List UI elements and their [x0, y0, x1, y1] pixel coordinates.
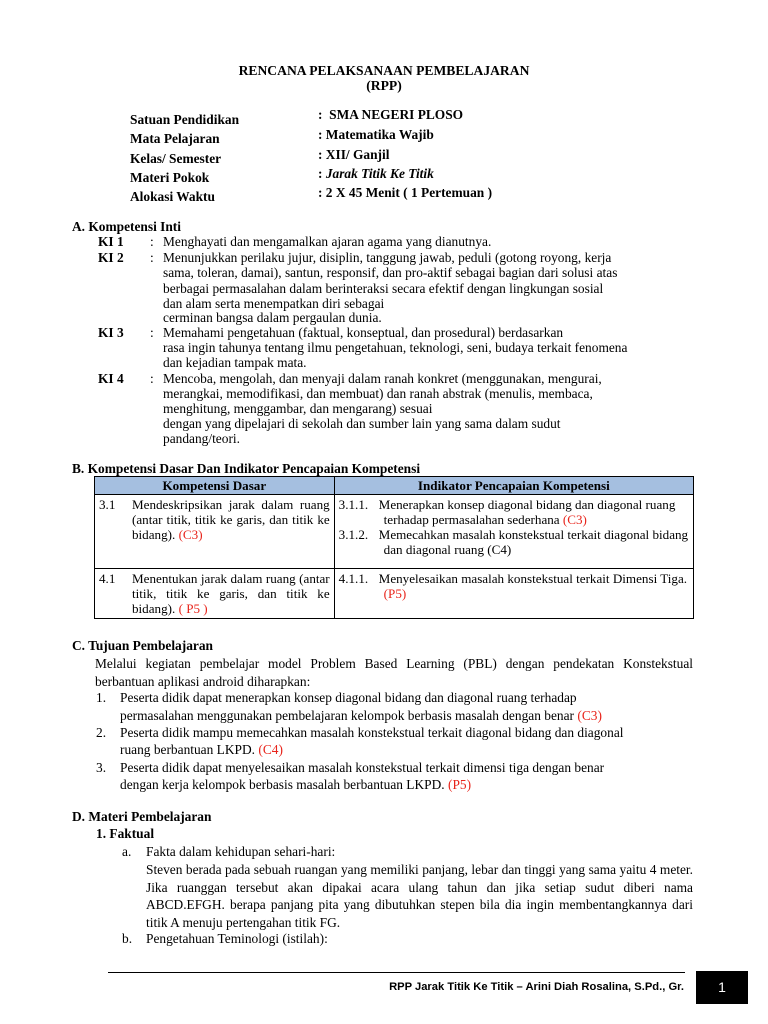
identity-value: : Matematika Wajib	[318, 127, 434, 142]
objective-tag: (C4)	[258, 742, 283, 757]
ipk-tag: (C3)	[562, 512, 587, 528]
identity-value: : 2 X 45 Menit ( 1 Pertemuan )	[318, 185, 493, 200]
section-c-intro: Melalui kegiatan pembelajar model Problem Based Learning (PBL) dengan pendekatan Konstekstual berbantuan aplikasi android diharapkan:	[95, 656, 693, 689]
table-cell	[334, 569, 693, 619]
ki-line: rasa ingin tahunya tentang ilmu pengetahuan, teknologi, seni, budaya terkait fenomena	[163, 340, 628, 355]
ki-line: sama, toleran, damai), santun, responsif, dan pro-aktif sebagai bagian dari solusi atas	[163, 265, 618, 280]
identity-label: Satuan Pendidikan	[130, 112, 240, 127]
objective-text: ruang berbantuan LKPD.	[120, 742, 255, 757]
ki-line: berbagai permasalahan dalam berinteraksi secara efektif dengan lingkungan sosial	[163, 281, 604, 296]
objective-line: Peserta didik dapat menyelesaikan masalah konstekstual terkait dimensi tiga dengan benar	[120, 760, 605, 775]
table-header: Indikator Pencapaian Kompetensi	[334, 477, 693, 495]
ipk-number: 4.1.1.	[338, 571, 369, 587]
ipk-tag: (P5)	[383, 586, 407, 602]
ki-line: dan alam serta menempatkan diri sebagai	[163, 296, 385, 311]
list-marker: b.	[122, 931, 133, 946]
list-marker: a.	[122, 844, 132, 859]
table-cell	[95, 569, 335, 619]
identity-value-prefix: :	[318, 166, 326, 181]
section-d-title: D. Materi Pembelajaran	[72, 809, 212, 824]
identity-value: : XII/ Ganjil	[318, 147, 390, 162]
ki-id: KI 4	[98, 371, 124, 386]
kd-tag: ( P5 )	[178, 601, 208, 617]
ipk-text: Menerapkan konsep diagonal bidang dan diagonal ruang terhadap permasalahan sederhana	[378, 497, 676, 528]
fact-title: Fakta dalam kehidupan sehari-hari:	[146, 844, 336, 859]
ipk-text: Menyelesaikan masalah konstekstual terkait Dimensi Tiga.	[378, 571, 688, 587]
objective-line	[120, 708, 693, 724]
ki-colon: :	[150, 325, 154, 340]
document-subtitle: (RPP)	[366, 78, 402, 93]
table-header: Kompetensi Dasar	[95, 477, 335, 495]
kd-item	[99, 571, 330, 616]
ipk-number: 3.1.2.	[338, 527, 369, 543]
objective-number: 1.	[96, 690, 107, 705]
section-c-title: C. Tujuan Pembelajaran	[72, 638, 213, 653]
competency-table	[94, 476, 694, 619]
ki-line: Memahami pengetahuan (faktual, konseptual, dan prosedural) berdasarkan	[163, 325, 564, 340]
ki-id: KI 2	[98, 250, 124, 265]
objective-number: 2.	[96, 725, 107, 740]
identity-value: : SMA NEGERI PLOSO	[318, 107, 464, 122]
kd-item	[99, 497, 330, 542]
fact-text: Steven berada pada sebuah ruangan yang memiliki panjang, lebar dan tinggi yang sama yaitu 4 meter. Jika ruanggan tersebut akan dipakai acara ulang tahun dan jika setiap sudut diberi nama ABCD.EFGH. berapa panjang pita yang dibutuhkan stepen bila dia ingin membentangkannya dari titik A menuju pertengahan titik FG.	[146, 862, 693, 930]
table-row	[95, 569, 694, 619]
ki-line: dan kejadian tampak mata.	[163, 355, 307, 370]
ki-line: merangkai, memodifikasi, dan membuat) dan ranah abstrak (menulis, membaca,	[163, 386, 593, 401]
objective-text: permasalahan menggunakan pembelajaran kelompok berbasis masalah dengan benar	[120, 708, 574, 723]
identity-label: Mata Pelajaran	[130, 131, 220, 146]
ki-line: Menunjukkan perilaku jujur, disiplin, tanggung jawab, peduli (gotong royong, kerja	[163, 250, 612, 265]
kd-text: Mendeskripsikan jarak dalam ruang (antar titik, titik ke garis, dan titik ke bidang).	[132, 497, 330, 543]
ipk-item	[339, 571, 689, 601]
table-cell	[334, 495, 693, 569]
objective-line: Peserta didik dapat menerapkan konsep diagonal bidang dan diagonal ruang terhadap	[120, 690, 577, 705]
kd-number: 3.1	[99, 497, 116, 513]
ki-line: menghitung, menggambar, dan mengarang) sesuai	[163, 401, 433, 416]
page-number: 1	[696, 971, 748, 1004]
ki-line: Mencoba, mengolah, dan menyaji dalam ranah konkret (menggunakan, mengurai,	[163, 371, 602, 386]
table-row	[95, 495, 694, 569]
objective-text: dengan kerja kelompok berbasis masalah berbantuan LKPD.	[120, 777, 445, 792]
kd-text: Menentukan jarak dalam ruang (antar titik, titik ke garis, dan titik ke bidang).	[132, 571, 330, 617]
objective-number: 3.	[96, 760, 107, 775]
ipk-item	[339, 497, 689, 527]
ipk-item	[339, 527, 689, 557]
identity-label: Kelas/ Semester	[130, 151, 222, 166]
objective-tag: (C3)	[577, 708, 602, 723]
ki-colon: :	[150, 371, 154, 386]
table-header-row	[95, 477, 694, 495]
ki-id: KI 1	[98, 234, 124, 249]
identity-value-topic: Jarak Titik Ke Titik	[325, 166, 434, 181]
table-cell	[95, 495, 335, 569]
ipk-text: Memecahkan masalah konstekstual terkait diagonal bidang dan diagonal ruang (C4)	[378, 527, 689, 558]
ki-colon: :	[150, 250, 154, 265]
footer-rule	[108, 972, 685, 973]
ki-line: dengan yang dipelajari di sekolah dan sumber lain yang sama dalam sudut	[163, 416, 561, 431]
terminology-title: Pengetahuan Teminologi (istilah):	[146, 931, 328, 946]
section-a-title: A. Kompetensi Inti	[72, 219, 181, 234]
identity-value	[318, 166, 434, 182]
ki-line: pandang/teori.	[163, 431, 240, 446]
identity-label: Materi Pokok	[130, 170, 210, 185]
ki-id: KI 3	[98, 325, 124, 340]
section-b-title: B. Kompetensi Dasar Dan Indikator Pencapaian Kompetensi	[72, 461, 421, 476]
section-d-subheading: 1. Faktual	[96, 826, 155, 841]
ki-colon: :	[150, 234, 154, 249]
kd-tag: (C3)	[178, 527, 203, 543]
objective-line	[120, 742, 693, 758]
kd-number: 4.1	[99, 571, 116, 587]
objective-line: Peserta didik mampu memecahkan masalah konstekstual terkait diagonal bidang dan diagonal	[120, 725, 624, 740]
objective-line	[120, 777, 693, 793]
ipk-number: 3.1.1.	[338, 497, 369, 513]
identity-label: Alokasi Waktu	[130, 189, 215, 204]
ki-line: Menghayati dan mengamalkan ajaran agama yang dianutnya.	[163, 234, 492, 249]
objective-tag: (P5)	[447, 777, 472, 792]
document-title: RENCANA PELAKSANAAN PEMBELAJARAN	[238, 63, 530, 78]
footer-text: RPP Jarak Titik Ke Titik – Arini Diah Rosalina, S.Pd., Gr.	[389, 981, 684, 993]
ki-line: cerminan bangsa dalam pergaulan dunia.	[163, 310, 382, 325]
